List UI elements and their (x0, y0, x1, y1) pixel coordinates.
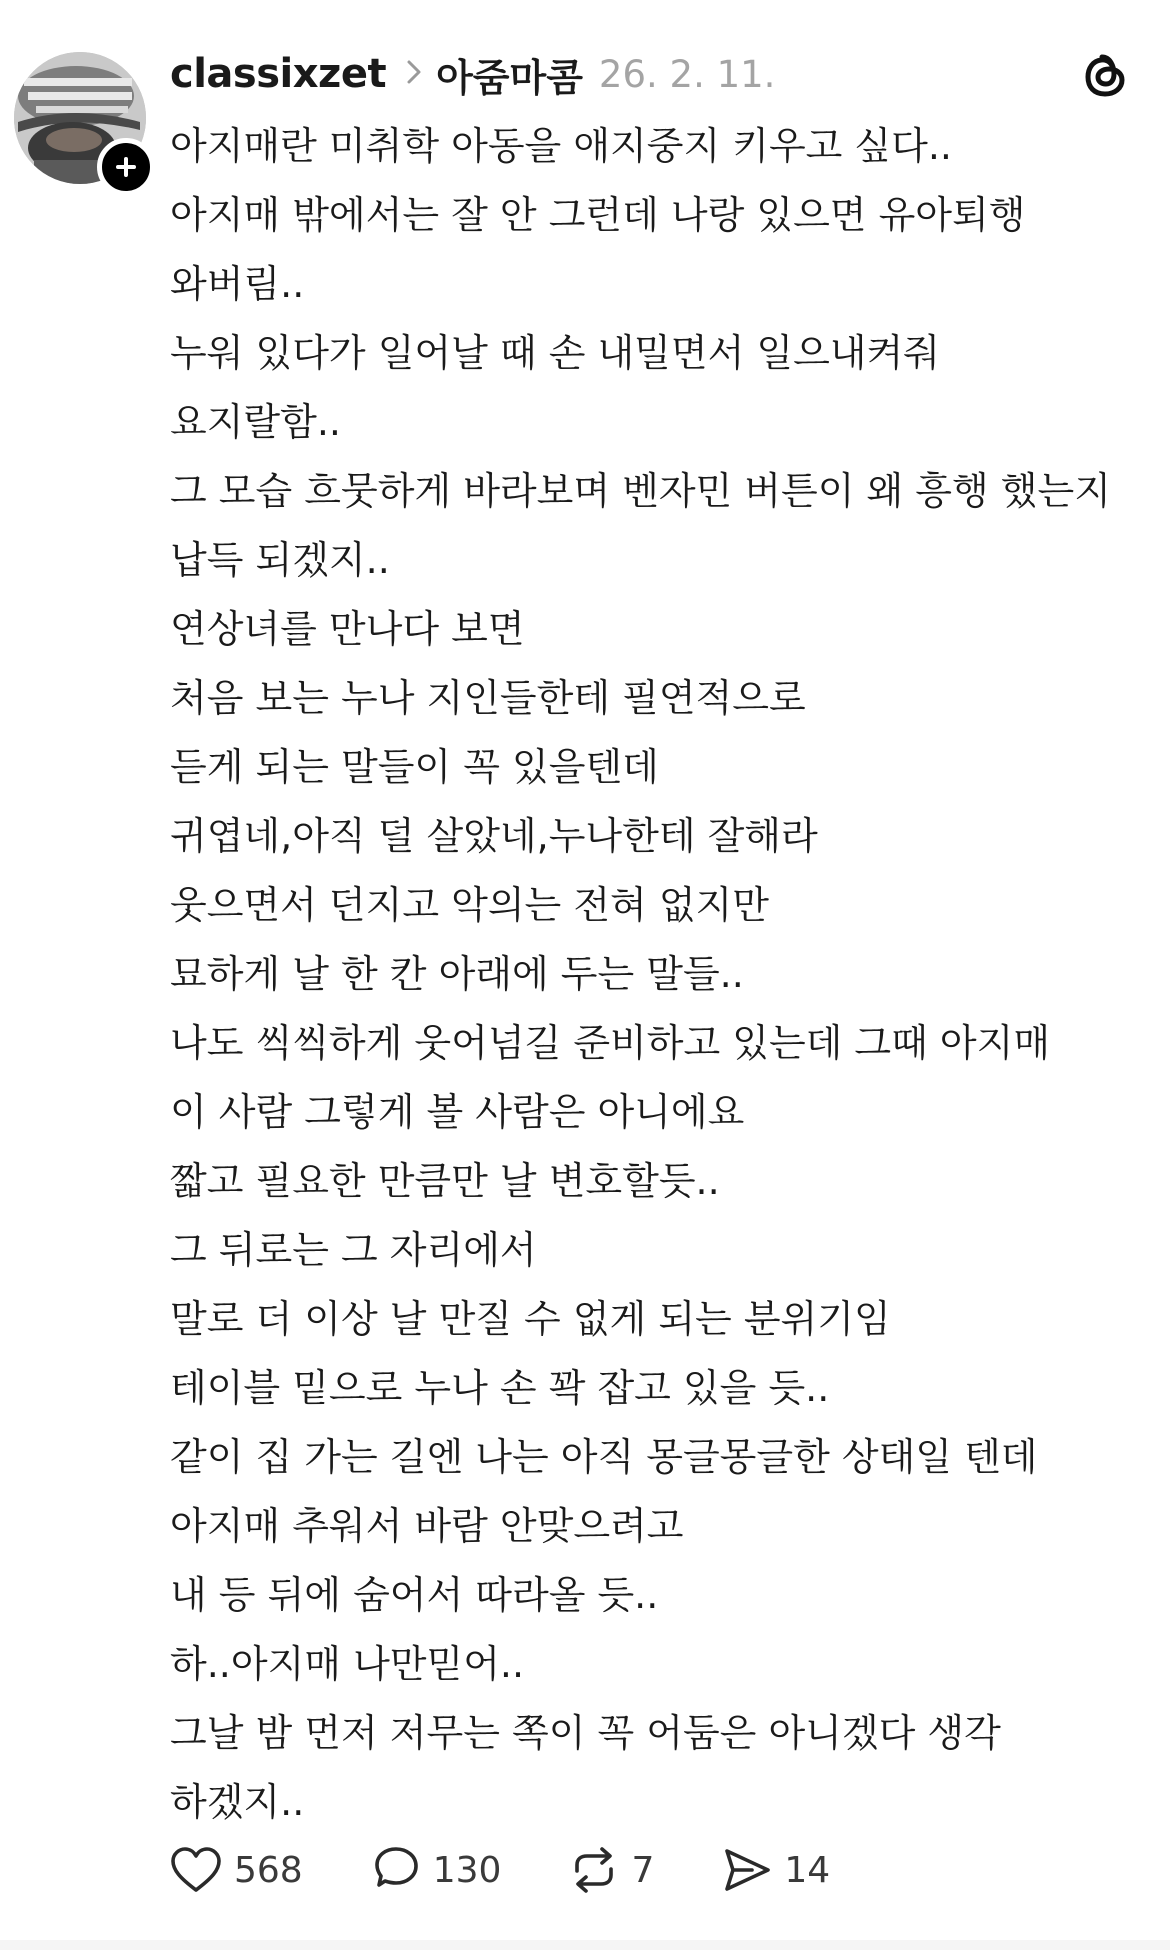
post-line: 이 사람 그렇게 볼 사람은 아니에요 (170, 1090, 745, 1134)
post-line: 요지랄함.. (170, 400, 341, 444)
post-line: 묘하게 날 한 칸 아래에 두는 말들.. (170, 952, 744, 996)
post-line: 처음 보는 누나 지인들한테 필연적으로 (170, 676, 806, 720)
post-line: 같이 집 가는 길엔 나는 아직 몽글몽글한 상태일 텐데 (170, 1435, 1038, 1479)
post-line: 아지매 추워서 바람 안맞으려고 (170, 1504, 684, 1548)
author-avatar-group[interactable] (14, 52, 146, 184)
post-line: 말로 더 이상 날 만질 수 없게 되는 분위기임 (170, 1297, 891, 1341)
community-name[interactable]: 아줌마콤 (436, 55, 583, 100)
post-line: 그 뒤로는 그 자리에서 (170, 1228, 537, 1272)
repost-button[interactable] (569, 1845, 654, 1895)
comment-button[interactable] (371, 1845, 502, 1895)
send-icon (722, 1846, 772, 1894)
comment-icon (371, 1845, 421, 1895)
share-button[interactable] (722, 1846, 830, 1894)
post-line: 듣게 되는 말들이 꼭 있을텐데 (170, 745, 659, 789)
action-bar (170, 1838, 898, 1902)
post-date: 26. 2. 11. (598, 52, 776, 96)
heart-icon (170, 1846, 222, 1894)
share-count: 14 (784, 1849, 831, 1891)
repost-icon (569, 1845, 619, 1895)
repost-count: 7 (631, 1849, 655, 1891)
post-line: 누워 있다가 일어날 때 손 내밀면서 일으내켜줘 (170, 331, 940, 375)
post-line: 아지매 밖에서는 잘 안 그런데 나랑 있으면 유아퇴행 와버림.. (170, 193, 1026, 306)
divider (0, 1940, 1170, 1950)
chevron-right-icon (406, 59, 422, 89)
threads-logo-icon[interactable] (1080, 50, 1130, 100)
post-body (170, 112, 1130, 1837)
post-line: 그날 밤 먼저 저무는 쪽이 꼭 어둠은 아니겠다 생각 하겠지.. (170, 1711, 1001, 1824)
plus-icon (114, 155, 138, 179)
username[interactable]: classixzet (170, 51, 387, 97)
post-header (170, 44, 775, 104)
post-line: 그 모습 흐뭇하게 바라보며 벤자민 버튼이 왜 흥행 했는지 납득 되겠지.. (170, 469, 1111, 582)
post-line: 내 등 뒤에 숨어서 따라올 듯.. (170, 1573, 659, 1617)
like-button[interactable] (170, 1846, 303, 1894)
comment-count: 130 (432, 1849, 502, 1891)
post-line: 나도 씩씩하게 웃어넘길 준비하고 있는데 그때 아지매 (170, 1021, 1051, 1065)
post-line: 짧고 필요한 만큼만 날 변호할듯.. (170, 1159, 720, 1203)
post-line: 테이블 밑으로 누나 손 꽉 잡고 있을 듯.. (170, 1366, 830, 1410)
post-line: 귀엽네,아직 덜 살았네,누나한테 잘해라 (170, 814, 818, 858)
post-line: 아지매란 미취학 아동을 애지중지 키우고 싶다.. (170, 124, 953, 168)
post-line: 연상녀를 만나다 보면 (170, 607, 525, 651)
follow-button[interactable] (97, 138, 155, 196)
post-line: 하..아지매 나만믿어.. (170, 1642, 525, 1686)
like-count: 568 (234, 1849, 303, 1891)
post-line: 웃으면서 던지고 악의는 전혀 없지만 (170, 883, 769, 927)
